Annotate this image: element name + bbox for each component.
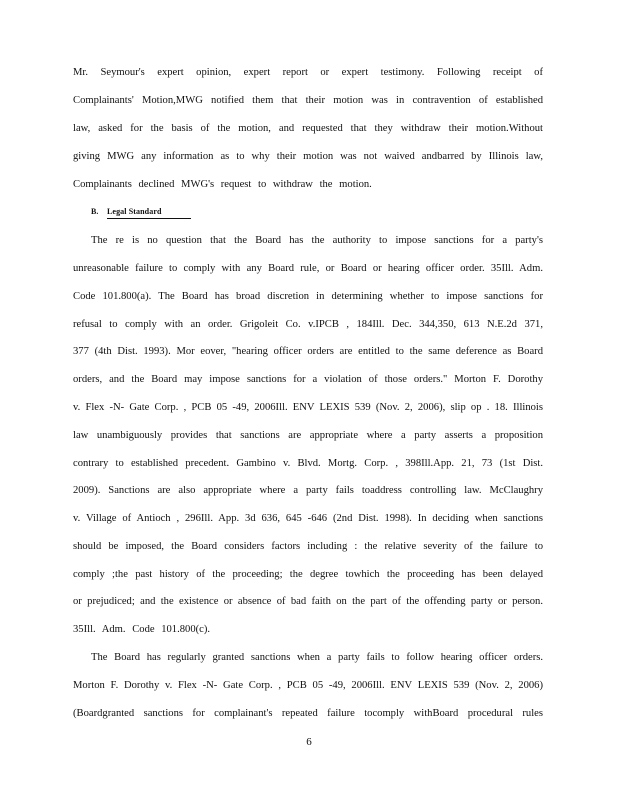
paragraph-line: v. Flex -N- Gate Corp. , PCB 05 -49, 2006Ill. ENV LEXIS 539 (Nov. 2, 2006), slip op . 18. Illinois: [73, 402, 543, 413]
paragraph-line: Morton F. Dorothy v. Flex -N- Gate Corp. , PCB 05 -49, 2006Ill. ENV LEXIS 539 (Nov. 2, 2006): [73, 680, 543, 691]
paragraph-line: comply ;the past history of the proceeding; the degree towhich the proceeding has been delayed: [73, 569, 543, 580]
paragraph-line: contrary to established precedent. Gambino v. Blvd. Mortg. Corp. , 398Ill.App. 21, 73 (1st Dist.: [73, 458, 543, 469]
paragraph-line-last: Complainants declined MWG's request to withdraw the motion.: [73, 179, 372, 190]
paragraph-line: orders, and the Board may impose sanctions for a violation of those orders." Morton F. Dorothy: [73, 374, 543, 385]
paragraph-line: v. Village of Antioch , 296Ill. App. 3d 636, 645 -646 (2nd Dist. 1998). In deciding when sanctions: [73, 513, 543, 524]
paragraph-line: Complainants' Motion,MWG notified them that their motion was in contravention of established: [73, 95, 543, 106]
paragraph-line: 377 (4th Dist. 1993). Mor eover, "hearing officer orders are entitled to the same deference as Board: [73, 346, 543, 357]
paragraph-line: (Boardgranted sanctions for complainant's repeated failure tocomply withBoard procedural rules: [73, 708, 543, 719]
section-heading: [91, 206, 191, 219]
paragraph-line: Mr. Seymour's expert opinion, expert report or expert testimony. Following receipt of: [73, 67, 543, 78]
paragraph-line: giving MWG any information as to why their motion was not waived andbarred by Illinois law,: [73, 151, 543, 162]
paragraph-line: should be imposed, the Board considers factors including : the relative severity of the failure to: [73, 541, 543, 552]
paragraph-line: 2009). Sanctions are also appropriate where a party fails toaddress controlling law. McClaughry: [73, 485, 543, 496]
section-letter: B.: [91, 207, 99, 216]
paragraph-line-last: 35Ill. Adm. Code 101.800(c).: [73, 624, 211, 635]
paragraph-line: unreasonable failure to comply with any Board rule, or Board or hearing officer order. 35Ill. Adm.: [73, 263, 543, 274]
paragraph-line: Code 101.800(a). The Board has broad discretion in determining whether to impose sanctions for: [73, 291, 543, 302]
paragraph-line: law unambiguously provides that sanctions are appropriate where a party asserts a proposition: [73, 430, 543, 441]
paragraph-line: law, asked for the basis of the motion, and requested that they withdraw their motion.Without: [73, 123, 543, 134]
page-number: 6: [306, 736, 312, 748]
paragraph-line: The re is no question that the Board has the authority to impose sanctions for a party's: [91, 235, 543, 246]
paragraph-line: or prejudiced; and the existence or absence of bad faith on the part of the offending party or person.: [73, 596, 543, 607]
section-title: Legal Standard: [107, 206, 191, 219]
paragraph-line: The Board has regularly granted sanctions when a party fails to follow hearing officer orders.: [91, 652, 543, 663]
paragraph-line: refusal to comply with an order. Grigoleit Co. v.IPCB , 184Ill. Dec. 344,350, 613 N.E.2d 371,: [73, 319, 543, 330]
